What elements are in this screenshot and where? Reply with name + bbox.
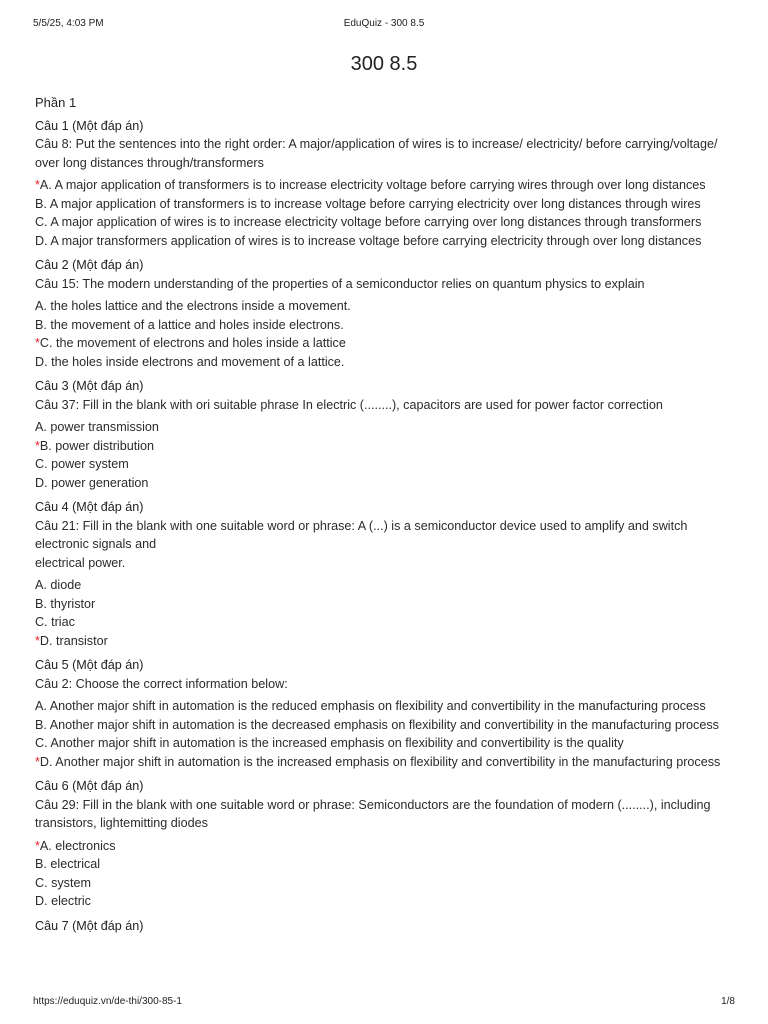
option-text: B. Another major shift in automation is the decreased emphasis on flexibility and convertibility in the manufacturing process (35, 717, 719, 732)
question-header: Câu 2 (Một đáp án) (35, 258, 144, 272)
question-header: Câu 5 (Một đáp án) (35, 658, 144, 672)
answer-option-c (35, 455, 740, 474)
question-1 (35, 117, 740, 251)
option-text: C. Another major shift in automation is the increased emphasis on flexibility and convertibility is the quality (35, 736, 624, 750)
option-text: C. triac (35, 615, 75, 629)
answer-option-a (35, 418, 740, 437)
option-text: D. Another major shift in automation is the increased emphasis on flexibility and convertibility in the manufacturing process (39, 754, 721, 769)
correct-marker: * (35, 754, 40, 769)
page-number: 1/8 (721, 996, 735, 1007)
page-url: https://eduquiz.vn/de-thi/300-85-1 (33, 996, 182, 1007)
answer-option-a (35, 576, 740, 595)
option-text: A. the holes lattice and the electrons inside a movement. (35, 299, 351, 313)
question-text-continued: electrical power. (35, 555, 126, 570)
answer-option-c (35, 613, 740, 632)
answer-option-a (35, 297, 740, 316)
page-title: 300 8.5 (350, 53, 418, 75)
question-6 (35, 777, 740, 911)
answer-option-a (35, 697, 740, 716)
print-datetime: 5/5/25, 4:03 PM (33, 18, 104, 29)
answer-option-b (35, 716, 740, 735)
option-text: A. power transmission (35, 420, 159, 434)
answer-option-c (35, 874, 740, 893)
question-4 (35, 498, 740, 650)
part-title: Phần 1 (35, 95, 77, 110)
print-header (33, 18, 735, 32)
option-text: A. A major application of transformers is to increase electricity voltage before carrying wires through over long distances (39, 178, 706, 192)
print-site-title: EduQuiz - 300 8.5 (343, 18, 425, 29)
question-header: Câu 4 (Một đáp án) (35, 500, 144, 514)
option-text: D. electric (35, 894, 91, 908)
quiz-content (35, 94, 740, 935)
option-text: C. system (35, 875, 91, 890)
correct-marker: * (35, 336, 40, 350)
answer-option-d (35, 232, 740, 251)
question-3 (35, 377, 740, 492)
print-footer (33, 996, 735, 1010)
answer-option-c (35, 213, 740, 232)
option-text: D. the holes inside electrons and movement of a lattice. (35, 354, 345, 369)
answer-option-b (35, 195, 740, 214)
answer-option-d (35, 353, 740, 372)
option-text: D. transistor (39, 633, 108, 648)
option-text: C. the movement of electrons and holes inside a lattice (39, 336, 346, 350)
question-text: Câu 37: Fill in the blank with ori suitable phrase In electric (........), capacitors are used for power factor correction (35, 397, 663, 412)
answer-option-b (35, 855, 740, 874)
answer-option-d (35, 892, 740, 911)
option-text: A. electronics (39, 838, 116, 853)
question-2 (35, 256, 740, 371)
question-text: Câu 2: Choose the correct information below: (35, 676, 288, 691)
question-header: Câu 3 (Một đáp án) (35, 379, 144, 393)
option-text: C. A major application of wires is to increase electricity voltage before carrying over long distances through transformers (35, 215, 702, 229)
option-text: B. the movement of a lattice and holes inside electrons. (35, 317, 344, 332)
correct-marker: * (35, 838, 40, 853)
answer-option-b (35, 316, 740, 335)
answer-option-a (35, 176, 740, 195)
question-text: Câu 8: Put the sentences into the right order: A major/application of wires is to increase/ electricity/ before carrying/voltage/ over long distances through/transformers (35, 137, 718, 170)
correct-marker: * (35, 633, 40, 648)
question-header: Câu 6 (Một đáp án) (35, 779, 144, 793)
answer-option-b (35, 437, 740, 456)
answer-option-a (35, 837, 740, 856)
question-text: Câu 15: The modern understanding of the properties of a semiconductor relies on quantum physics to explain (35, 276, 645, 291)
option-text: A. diode (35, 578, 82, 592)
question-header: Câu 7 (Một đáp án) (35, 918, 144, 933)
answer-option-b (35, 595, 740, 614)
question-text: Câu 21: Fill in the blank with one suitable word or phrase: A (...) is a semiconductor device used to amplify and switch electronic signals and (35, 518, 688, 551)
question-text: Câu 29: Fill in the blank with one suitable word or phrase: Semiconductors are the foundation of modern (........), including transistors, lightemitting diodes (35, 797, 711, 830)
question-5 (35, 656, 740, 771)
option-text: D. A major transformers application of wires is to increase voltage before carrying electricity through over long distances (35, 233, 702, 248)
answer-option-d (35, 753, 740, 772)
question-7 (35, 917, 740, 936)
option-text: A. Another major shift in automation is the reduced emphasis on flexibility and convertibility in the manufacturing process (35, 699, 706, 713)
option-text: B. power distribution (39, 438, 155, 453)
option-text: B. A major application of transformers is to increase voltage before carrying electricity over long distances through wires (35, 196, 701, 211)
option-text: C. power system (35, 457, 129, 471)
correct-marker: * (35, 178, 40, 192)
answer-option-d (35, 474, 740, 493)
answer-option-c (35, 734, 740, 753)
answer-option-d (35, 632, 740, 651)
correct-marker: * (35, 438, 40, 453)
option-text: D. power generation (35, 475, 149, 490)
answer-option-c (35, 334, 740, 353)
option-text: B. thyristor (35, 596, 96, 611)
option-text: B. electrical (35, 857, 101, 871)
question-header: Câu 1 (Một đáp án) (35, 118, 144, 133)
